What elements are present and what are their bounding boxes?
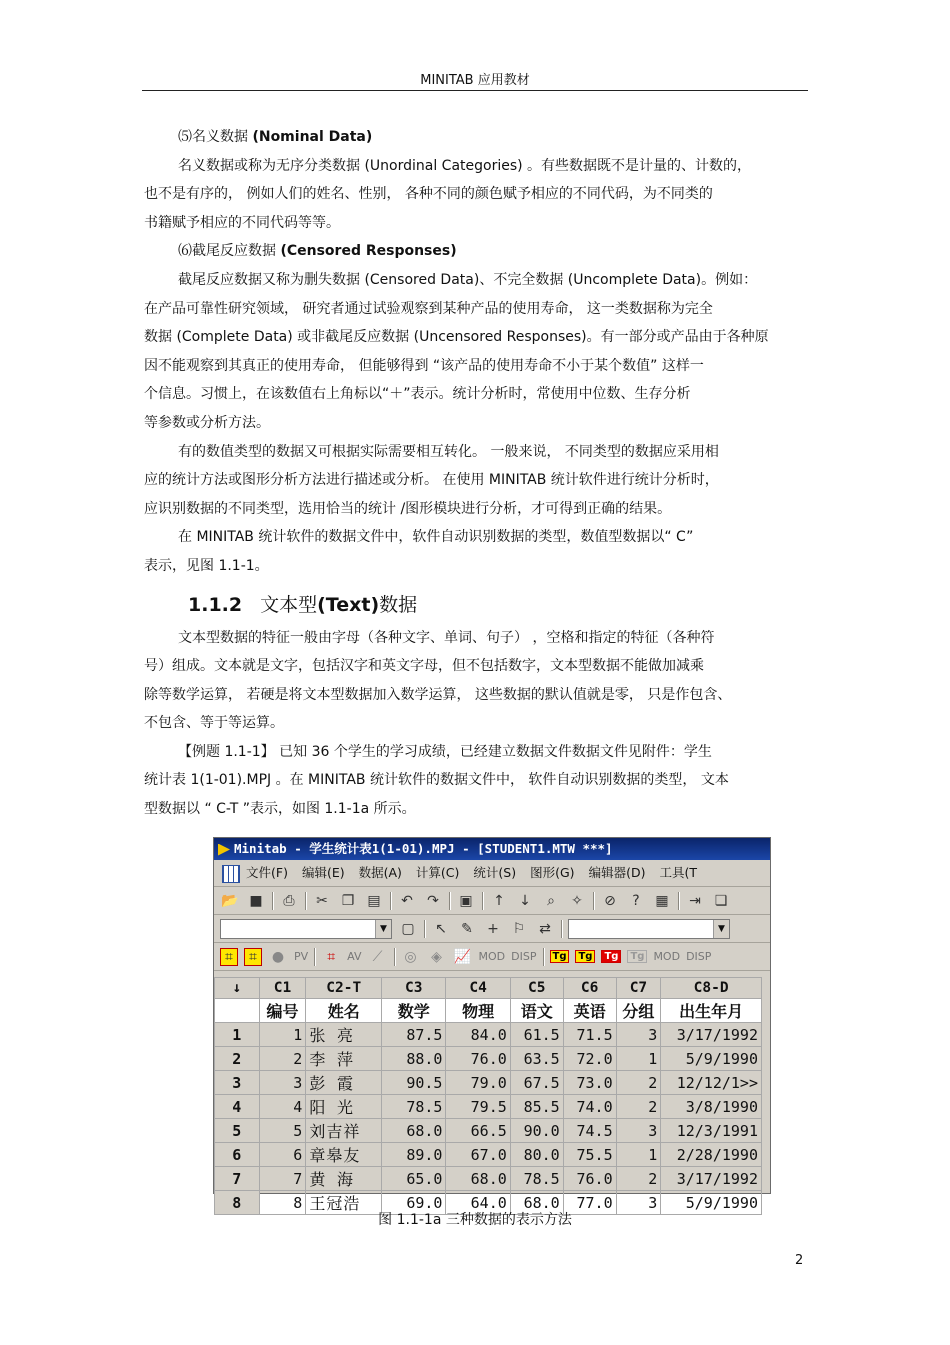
flag-icon[interactable]: ⚐	[512, 920, 526, 937]
text-line: 文本型数据的特征一般由字母（各种文字、单词、句子） ，空格和指定的特征（各种符	[178, 629, 715, 646]
table-cell[interactable]: 1	[616, 1047, 661, 1071]
table-cell[interactable]: 79.0	[446, 1071, 510, 1095]
table-row	[215, 1023, 762, 1047]
swap-icon[interactable]: ⇄	[539, 920, 551, 937]
pv-label[interactable]: PV	[294, 950, 309, 963]
table-cell[interactable]: 76.0	[446, 1047, 510, 1071]
subheading-censored	[144, 237, 808, 266]
text-line: 应的统计方法或图形分析方法进行描述或分析。 在使用 MINITAB 统计软件进行统计分析时，	[144, 472, 719, 489]
worksheet-icon[interactable]	[222, 865, 240, 883]
menu-editor[interactable]: 编辑器(D)	[588, 865, 646, 880]
mod-label[interactable]: MOD	[478, 950, 506, 963]
toolbar-separator	[272, 892, 273, 910]
undo-icon[interactable]: ↶	[401, 892, 413, 909]
subscript-yellow-icon[interactable]: ⌗	[244, 948, 262, 966]
table-cell[interactable]: 彭 霞	[306, 1071, 382, 1095]
mod-label-2[interactable]: MOD	[653, 950, 681, 963]
toolbar-separator	[543, 948, 544, 966]
column-header[interactable]: C5	[510, 978, 563, 999]
red-frame-icon[interactable]: ⌗	[327, 948, 336, 965]
paste-icon[interactable]: ▤	[367, 892, 381, 909]
toolbar-separator	[482, 892, 483, 910]
column-name-row	[215, 999, 762, 1023]
circle-grey-icon[interactable]: ●	[271, 948, 285, 965]
subheading-censored-en: (Censored Responses)	[280, 243, 457, 260]
table-cell[interactable]: 3	[616, 1119, 661, 1143]
table-cell[interactable]: 2	[616, 1167, 661, 1191]
help-icon[interactable]: ?	[632, 892, 640, 909]
column-header[interactable]: C3	[382, 978, 446, 999]
toolbar-separator	[390, 892, 391, 910]
minitab-logo-icon	[218, 844, 230, 856]
redo-icon[interactable]: ↷	[427, 892, 439, 909]
table-cell[interactable]: 87.5	[382, 1023, 446, 1047]
row-header[interactable]: 1	[215, 1023, 260, 1047]
select-pointer-icon[interactable]: ↖	[435, 920, 447, 937]
toolbar-separator	[314, 948, 315, 966]
table-cell[interactable]: 2	[616, 1071, 661, 1095]
subheading-nominal-lead: ⑸名义数据	[178, 129, 253, 145]
table-cell[interactable]: 90.5	[382, 1071, 446, 1095]
toolbar-separator	[305, 892, 306, 910]
table-cell[interactable]: 4	[259, 1095, 306, 1119]
column-name[interactable]: 数学	[382, 999, 446, 1023]
table-cell[interactable]: 68.0	[510, 1191, 563, 1215]
row-header[interactable]: 5	[215, 1119, 260, 1143]
worksheet-combo[interactable]	[568, 919, 730, 939]
table-cell[interactable]: 79.5	[446, 1095, 510, 1119]
column-id-row	[215, 978, 762, 999]
crosshair-icon[interactable]: +	[487, 920, 499, 937]
table-row	[215, 1095, 762, 1119]
menu-tools[interactable]: 工具(T	[659, 865, 697, 880]
table-cell[interactable]: 85.5	[510, 1095, 563, 1119]
table-cell[interactable]: 67.0	[446, 1143, 510, 1167]
table-cell[interactable]: 1	[259, 1023, 306, 1047]
save-icon[interactable]: ■	[249, 892, 263, 909]
table-cell[interactable]: 89.0	[382, 1143, 446, 1167]
menu-bar	[214, 860, 770, 887]
graph-settings-icon[interactable]: ◎	[404, 948, 417, 965]
column-header[interactable]: C8-D	[661, 978, 762, 999]
table-cell[interactable]: 王冠浩	[306, 1191, 382, 1215]
text-line: 统计表 1(1-01).MPJ 。在 MINITAB 统计软件的数据文件中， 软件自动识别数据的类型， 文本	[144, 772, 729, 789]
column-name[interactable]: 英语	[563, 999, 616, 1023]
running-header: MINITAB 应用教材	[420, 73, 530, 88]
table-cell[interactable]: 75.5	[563, 1143, 616, 1167]
column-name[interactable]: 分组	[616, 999, 661, 1023]
row-header[interactable]: 6	[215, 1143, 260, 1167]
subheading-nominal	[144, 123, 808, 152]
menu-calc[interactable]: 计算(C)	[415, 865, 460, 880]
combo-arrow-icon: ▼	[713, 920, 729, 938]
section-title-bold: (Text)	[317, 593, 380, 616]
subheading-nominal-en: (Nominal Data)	[252, 129, 373, 145]
text-line: 表示，见图 1.1-1。	[144, 557, 269, 574]
edit-item-icon[interactable]: ▢	[401, 920, 415, 937]
column-header[interactable]: C4	[446, 978, 510, 999]
table-cell[interactable]: 章皋友	[306, 1143, 382, 1167]
table-row	[215, 1143, 762, 1167]
graph-line-icon[interactable]: ⟋	[372, 948, 383, 965]
standard-toolbar	[214, 887, 770, 915]
text-line: 在 MINITAB 统计软件的数据文件中，软件自动识别数据的类型，数值型数据以“ C”	[178, 529, 694, 546]
window-title: Minitab - 学生统计表1(1-01).MPJ - [STUDENT1.MTW ***]	[234, 841, 613, 856]
table-cell[interactable]: 李 萍	[306, 1047, 382, 1071]
table-cell[interactable]: 1	[616, 1143, 661, 1167]
table-cell[interactable]: 65.0	[382, 1167, 446, 1191]
tag-grey-button[interactable]: Tg	[627, 950, 647, 963]
table-cell[interactable]: 黄 海	[306, 1167, 382, 1191]
table-cell[interactable]: 77.0	[563, 1191, 616, 1215]
table-cell[interactable]: 2/28/1990	[661, 1143, 762, 1167]
menu-data[interactable]: 数据(A)	[358, 865, 402, 880]
text-line: 个信息。习惯上，在该数值右上角标以“＋”表示。统计分析时，常使用中位数、生存分析	[144, 386, 691, 403]
table-row	[215, 1119, 762, 1143]
section-title-post: 数据	[379, 593, 418, 616]
table-cell[interactable]: 2	[259, 1047, 306, 1071]
example-line: 【例题 1.1-1】 已知 36 个学生的学习成绩，已经建立数据文件数据文件见附件：学生	[178, 743, 712, 760]
table-cell[interactable]: 74.5	[563, 1119, 616, 1143]
table-row	[215, 1047, 762, 1071]
table-cell[interactable]: 67.5	[510, 1071, 563, 1095]
row-header[interactable]: 8	[215, 1191, 260, 1215]
menu-graph[interactable]: 图形(G)	[530, 865, 575, 880]
table-cell[interactable]: 66.5	[446, 1119, 510, 1143]
tag-red-button[interactable]: Tg	[601, 950, 621, 963]
table-cell[interactable]: 88.0	[382, 1047, 446, 1071]
table-cell[interactable]: 69.0	[382, 1191, 446, 1215]
window-titlebar	[214, 838, 770, 860]
row-header[interactable]: 3	[215, 1071, 260, 1095]
toolbar-separator	[678, 892, 679, 910]
worksheet-grid	[214, 977, 762, 1215]
cut-icon[interactable]: ✂	[316, 892, 328, 909]
av-label[interactable]: AV	[347, 950, 362, 963]
assistant-icon[interactable]: ✧	[571, 892, 583, 909]
graph-item-combo[interactable]	[220, 919, 392, 939]
open-folder-icon[interactable]: 📂	[221, 892, 239, 909]
row-header[interactable]: 2	[215, 1047, 260, 1071]
down-arrow-icon[interactable]: ↓	[519, 892, 531, 909]
table-cell[interactable]: 3/17/1992	[661, 1023, 762, 1047]
header-rule	[142, 90, 808, 91]
crosshair-yellow-icon[interactable]: ⌗	[220, 948, 238, 966]
text-line: 也不是有序的， 例如人们的姓名、性别， 各种不同的颜色赋予相应的不同代码，为不同类的	[144, 186, 713, 203]
column-header[interactable]: C1	[259, 978, 306, 999]
toolbar-separator	[424, 920, 425, 938]
row-header[interactable]: 4	[215, 1095, 260, 1119]
subheading-censored-lead: ⑹截尾反应数据	[178, 243, 281, 260]
table-cell[interactable]: 3	[616, 1191, 661, 1215]
session-icon[interactable]: ⇥	[689, 892, 701, 909]
page-number: 2	[795, 1253, 804, 1268]
section-title-pre: 文本型	[260, 593, 318, 616]
menu-edit[interactable]: 编辑(E)	[301, 865, 345, 880]
copy-icon[interactable]: ❐	[341, 892, 355, 909]
graph-edit-toolbar	[214, 915, 770, 943]
text-line: 不包含、等于等运算。	[144, 715, 284, 732]
column-name[interactable]: 姓名	[306, 999, 382, 1023]
table-cell[interactable]: 6	[259, 1143, 306, 1167]
row-header[interactable]: 7	[215, 1167, 260, 1191]
project-manager-icon[interactable]: ▦	[655, 892, 669, 909]
table-cell[interactable]: 84.0	[446, 1023, 510, 1047]
table-cell[interactable]: 74.0	[563, 1095, 616, 1119]
disp-label-2[interactable]: DISP	[686, 950, 712, 963]
toolbar-separator	[449, 892, 450, 910]
menu-file[interactable]: 文件(F)	[246, 865, 288, 880]
table-cell[interactable]: 7	[259, 1167, 306, 1191]
table-cell[interactable]: 73.0	[563, 1071, 616, 1095]
table-cell[interactable]: 阳 光	[306, 1095, 382, 1119]
table-cell[interactable]: 71.5	[563, 1023, 616, 1047]
table-cell[interactable]: 90.0	[510, 1119, 563, 1143]
text-line: 因不能观察到其真正的使用寿命， 但能够得到 “该产品的使用寿命不小于某个数值” 这样一	[144, 357, 704, 374]
text-line: 应识别数据的不同类型，选用恰当的统计 /图形模块进行分析，才可得到正确的结果。	[144, 500, 672, 517]
text-line: 型数据以 “ C-T ”表示，如图 1.1-1a 所示。	[144, 801, 416, 818]
minitab-screenshot	[213, 837, 771, 1214]
toolbar-separator	[394, 948, 395, 966]
table-cell[interactable]: 3/8/1990	[661, 1095, 762, 1119]
up-arrow-icon[interactable]: ↑	[493, 892, 505, 909]
table-cell[interactable]: 3	[616, 1023, 661, 1047]
text-line: 名义数据或称为无序分类数据 (Unordinal Categories) 。有些数据既不是计量的、计数的，	[178, 157, 752, 174]
windows-icon[interactable]: ❏	[714, 892, 728, 909]
text-line: 书籍赋予相应的不同代码等等。	[144, 214, 340, 231]
table-cell[interactable]: 64.0	[446, 1191, 510, 1215]
table-cell[interactable]: 63.5	[510, 1047, 563, 1071]
column-header[interactable]: C2-T	[306, 978, 382, 999]
text-line: 除等数学运算， 若硬是将文本型数据加入数学运算， 这些数据的默认值就是零， 只是作包含、	[144, 686, 732, 703]
table-cell[interactable]: 3	[259, 1071, 306, 1095]
text-line: 数据 (Complete Data) 或非截尾反应数据 (Uncensored Responses)。有一部分或产品由于各种原	[144, 329, 769, 346]
table-cell[interactable]: 2	[616, 1095, 661, 1119]
toolbar-separator	[593, 892, 594, 910]
column-name[interactable]: 语文	[510, 999, 563, 1023]
find-icon[interactable]: ⌕	[547, 892, 555, 909]
tag-subscript-button[interactable]: Tg	[575, 950, 595, 963]
disp-label[interactable]: DISP	[511, 950, 537, 963]
tag-yellow-button[interactable]: Tg	[550, 950, 570, 963]
table-cell[interactable]: 78.5	[510, 1167, 563, 1191]
table-cell[interactable]: 76.0	[563, 1167, 616, 1191]
column-name[interactable]: 编号	[259, 999, 306, 1023]
figure-caption: 图 1.1-1a 三种数据的表示方法	[378, 1212, 572, 1228]
table-cell[interactable]: 78.5	[382, 1095, 446, 1119]
table-cell[interactable]: 61.5	[510, 1023, 563, 1047]
brush-icon[interactable]: ✎	[461, 920, 473, 937]
text-line: 等参数或分析方法。	[144, 414, 270, 431]
chart-icon[interactable]: 📈	[453, 948, 472, 965]
menu-stat[interactable]: 统计(S)	[473, 865, 517, 880]
column-name[interactable]: 出生年月	[661, 999, 762, 1023]
table-cell[interactable]: 3/17/1992	[661, 1167, 762, 1191]
table-cell[interactable]: 12/12/1>>	[661, 1071, 762, 1095]
section-title	[144, 591, 808, 619]
table-cell[interactable]: 5	[259, 1119, 306, 1143]
last-dialog-icon[interactable]: ▣	[459, 892, 473, 909]
table-row	[215, 1071, 762, 1095]
section-number: 1.1.2	[188, 593, 243, 616]
print-icon[interactable]: ⎙	[283, 892, 295, 909]
body-text	[144, 123, 808, 824]
combo-arrow-icon: ▼	[375, 920, 391, 938]
column-name[interactable]: 物理	[446, 999, 510, 1023]
table-row	[215, 1167, 762, 1191]
corner-blank	[215, 999, 260, 1023]
text-line: 有的数值类型的数据又可根据实际需要相互转化。 一般来说， 不同类型的数据应采用相	[178, 443, 719, 460]
table-cell[interactable]: 68.0	[446, 1167, 510, 1191]
text-line: 号）组成。文本就是文字，包括汉字和英文字母，但不包括数字，文本型数据不能做加减乘	[144, 658, 704, 675]
table-cell[interactable]: 72.0	[563, 1047, 616, 1071]
table-cell[interactable]: 80.0	[510, 1143, 563, 1167]
text-line: 在产品可靠性研究领域， 研究者通过试验观察到某种产品的使用寿命， 这一类数据称为完全	[144, 300, 713, 317]
toolbar-separator	[561, 920, 562, 938]
text-line: 截尾反应数据又称为删失数据 (Censored Data)、不完全数据 (Uncomplete Data)。例如：	[178, 271, 758, 288]
column-header[interactable]: C7	[616, 978, 661, 999]
table-cell[interactable]: 5/9/1990	[661, 1191, 762, 1215]
project-toolbar	[214, 943, 770, 971]
corner-cell[interactable]: ↓	[215, 978, 260, 999]
cancel-icon[interactable]: ⊘	[604, 892, 616, 909]
table-cell[interactable]: 68.0	[382, 1119, 446, 1143]
table-cell[interactable]: 8	[259, 1191, 306, 1215]
table-cell[interactable]: 12/3/1991	[661, 1119, 762, 1143]
table-cell[interactable]: 张 亮	[306, 1023, 382, 1047]
table-cell[interactable]: 5/9/1990	[661, 1047, 762, 1071]
column-header[interactable]: C6	[563, 978, 616, 999]
table-cell[interactable]: 刘吉祥	[306, 1119, 382, 1143]
graph-edit-icon[interactable]: ◈	[431, 948, 442, 965]
